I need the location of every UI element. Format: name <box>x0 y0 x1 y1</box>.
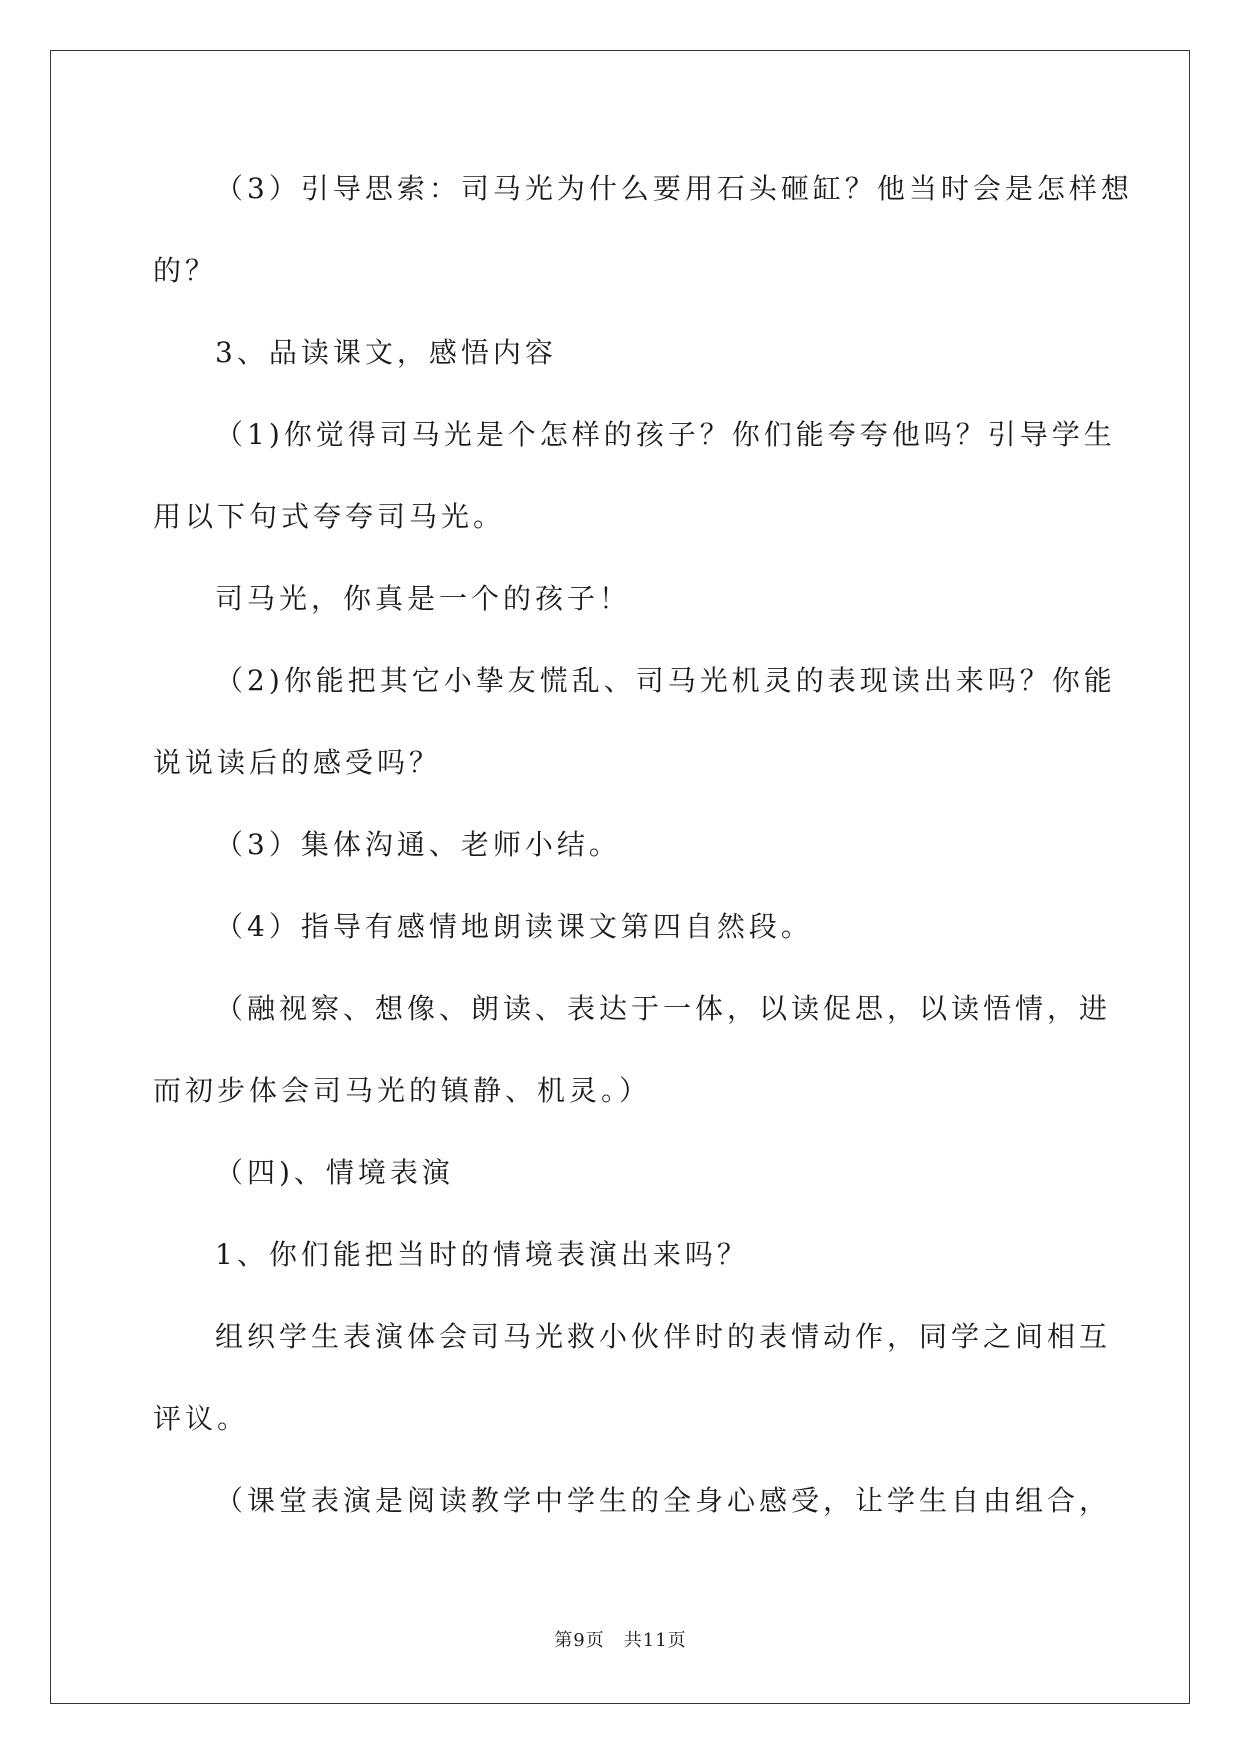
paragraph: （4）指导有感情地朗读课文第四自然段。 <box>215 910 813 943</box>
paragraph: （2)你能把其它小挚友慌乱、司马光机灵的表现读出来吗？你能 <box>215 664 1116 697</box>
paragraph: （1)你觉得司马光是个怎样的孩子？你们能夸夸他吗？引导学生 <box>215 418 1116 451</box>
paragraph: 而初步体会司马光的镇静、机灵。） <box>153 1074 652 1107</box>
paragraph: 评议。 <box>153 1402 250 1435</box>
paragraph: 的？ <box>153 254 218 287</box>
paragraph: （课堂表演是阅读教学中学生的全身心感受，让学生自由组合， <box>215 1484 1112 1517</box>
page-number-footer: 第9页 共11页 <box>554 1630 687 1651</box>
paragraph: （四)、情境表演 <box>215 1156 454 1189</box>
paragraph: 1、你们能把当时的情境表演出来吗？ <box>215 1238 749 1271</box>
paragraph: 用以下句式夸夸司马光。 <box>153 500 506 533</box>
paragraph: （融视察、想像、朗读、表达于一体，以读促思，以读悟情，进 <box>215 992 1112 1025</box>
paragraph: 说说读后的感受吗？ <box>153 746 442 779</box>
paragraph: （3）引导思索：司马光为什么要用石头砸缸？他当时会是怎样想 <box>215 172 1133 205</box>
paragraph: 司马光，你真是一个的孩子！ <box>215 582 632 615</box>
paragraph: （3）集体沟通、老师小结。 <box>215 828 621 861</box>
paragraph: 3、品读课文，感悟内容 <box>215 336 557 369</box>
paragraph: 组织学生表演体会司马光救小伙伴时的表情动作，同学之间相互 <box>215 1320 1112 1353</box>
